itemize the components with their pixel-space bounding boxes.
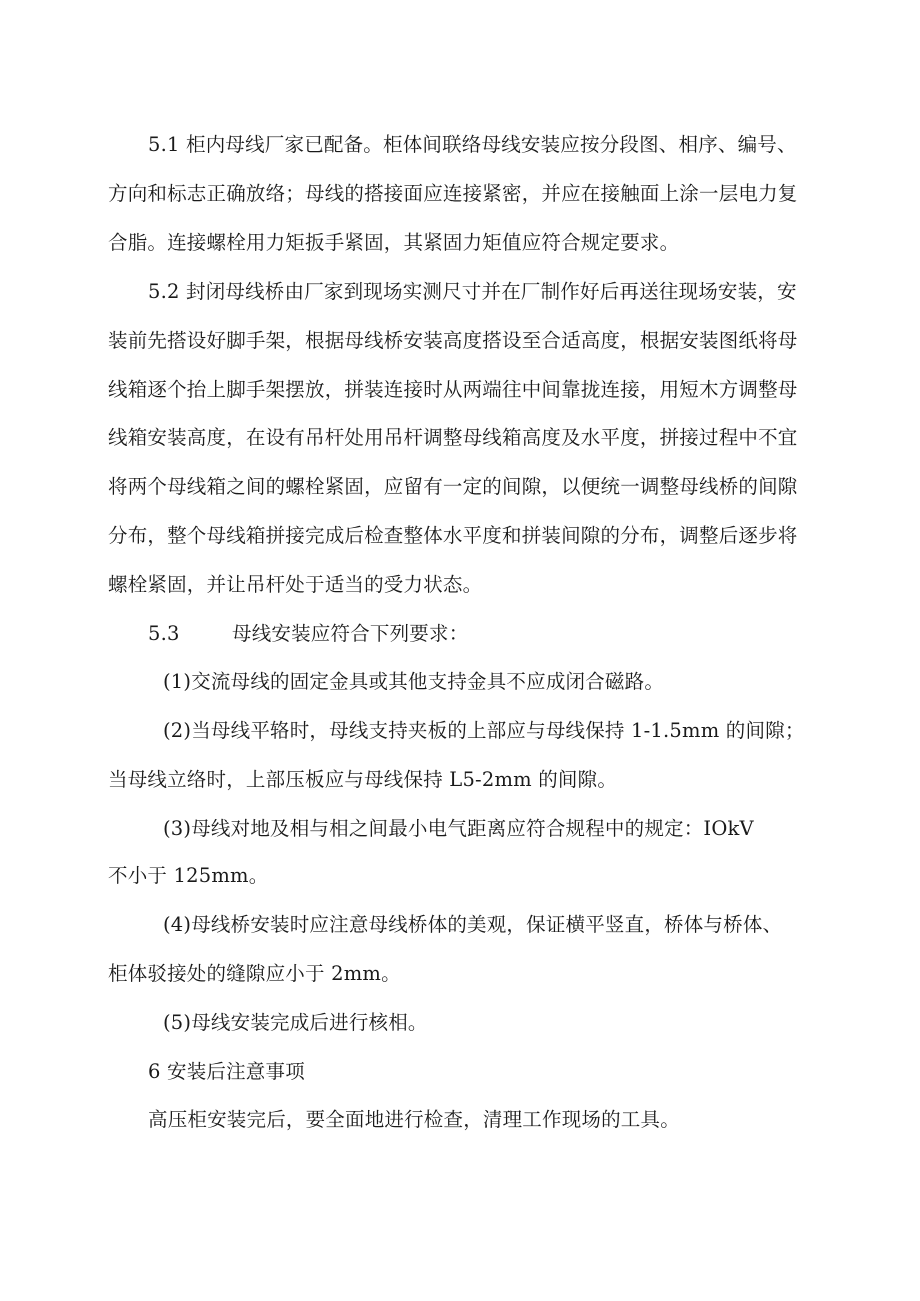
requirement-1-line-1: (1)交流母线的固定金具或其他支持金具不应成闭合磁路。 <box>163 670 665 693</box>
section-5-3-title: 母线安装应符合下列要求： <box>232 622 469 645</box>
section-5-2-line-1: 5.2 封闭母线桥由厂家到现场实测尺寸并在厂制作好后再送往现场安装，安 <box>148 280 797 303</box>
requirement-3-line-2: 不小于 125mm。 <box>108 864 269 887</box>
requirement-5-line-1: (5)母线安装完成后进行核相。 <box>163 1011 428 1034</box>
section-5-2-line-7: 螺栓紧固，并让吊杆处于适当的受力状态。 <box>108 573 483 596</box>
requirement-4-line-2: 柜体驳接处的缝隙应小于 2mm。 <box>108 962 401 985</box>
requirement-2-line-2: 当母线立络时，上部压板应与母线保持 L5-2mm 的间隙。 <box>108 768 618 791</box>
section-5-2-line-2: 装前先搭设好脚手架，根据母线桥安装高度搭设至合适高度，根据安装图纸将母 <box>108 329 798 352</box>
section-5-2-line-6: 分布，整个母线箱拼接完成后检查整体水平度和拼装间隙的分布，调整后逐步将 <box>108 524 798 547</box>
section-5-1-line-3: 合脂。连接螺栓用力矩扳手紧固，其紧固力矩值应符合规定要求。 <box>108 231 680 254</box>
section-5-2-line-5: 将两个母线箱之间的螺栓紧固，应留有一定的间隙，以便统一调整母线桥的间隙 <box>108 475 798 498</box>
requirement-4-line-1: (4)母线桥安装时应注意母线桥体的美观，保证横平竖直，桥体与桥体、 <box>163 913 783 936</box>
section-5-2-line-3: 线箱逐个抬上脚手架摆放，拼装连接时从两端往中间靠拢连接，用短木方调整母 <box>108 378 798 401</box>
section-5-3-number: 5.3 <box>148 622 180 645</box>
section-5-1-line-2: 方向和标志正确放络；母线的搭接面应连接紧密，并应在接触面上涂一层电力复 <box>108 182 798 205</box>
requirement-2-line-1: (2)当母线平辂时，母线支持夹板的上部应与母线保持 1-1.5mm 的间隙； <box>163 719 805 742</box>
requirement-3-line-1: (3)母线对地及相与相之间最小电气距离应符合规程中的规定：IOkV <box>163 817 754 840</box>
section-6-body: 高压柜安装完后，要全面地进行检查，清理工作现场的工具。 <box>148 1108 680 1131</box>
section-5-2-line-4: 线箱安装高度，在设有吊杆处用吊杆调整母线箱高度及水平度，拼接过程中不宜 <box>108 426 798 449</box>
section-5-1-line-1: 5.1 柜内母线厂家已配备。柜体间联络母线安装应按分段图、相序、编号、 <box>148 133 797 156</box>
section-6-heading: 6 安装后注意事项 <box>148 1060 305 1083</box>
